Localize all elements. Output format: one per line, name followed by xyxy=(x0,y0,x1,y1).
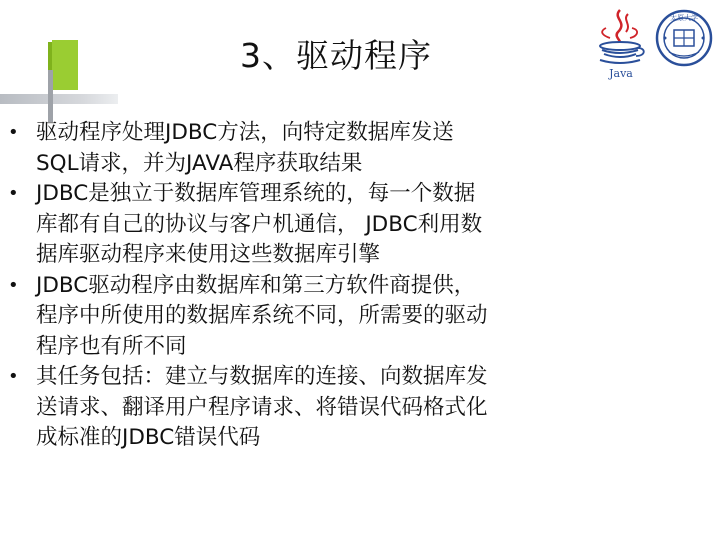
university-seal-icon xyxy=(655,8,713,68)
bullet-list xyxy=(8,118,648,454)
bullet-item xyxy=(8,118,648,179)
slide-title: 3、驱动程序 xyxy=(240,36,432,75)
bullet-text-line: SQL请求，并为JAVA程序获取结果 xyxy=(36,150,363,176)
bullet-text-line: 送请求、翻译用户程序请求、将错误代码格式化 xyxy=(36,394,488,420)
java-logo-text: Java xyxy=(609,67,633,80)
bullet-text-line: 其任务包括：建立与数据库的连接、向数据库发 xyxy=(36,364,488,389)
bullet-text-line: JDBC驱动程序由数据库和第三方软件商提供， xyxy=(36,272,476,298)
bullet-icon: • xyxy=(8,122,19,143)
java-logo-icon xyxy=(590,6,652,80)
bullet-text-line: 程序也有所不同 xyxy=(36,333,187,359)
bullet-icon: • xyxy=(8,183,19,204)
bullet-text-line: JDBC是独立于数据库管理系统的，每一个数据 xyxy=(36,181,476,206)
decorative-gray-line xyxy=(48,70,53,122)
bullet-text-line: 据库驱动程序来使用这些数据库引擎 xyxy=(36,242,381,267)
bullet-text-line: 驱动程序处理JDBC方法，向特定数据库发送 xyxy=(36,120,454,145)
bullet-item xyxy=(8,362,648,454)
bullet-text-line: 成标准的JDBC错误代码 xyxy=(36,425,261,450)
bullet-item xyxy=(8,179,648,271)
decorative-gray-bar xyxy=(0,94,118,104)
university-seal-text: 太原大学 xyxy=(670,14,698,22)
bullet-item xyxy=(8,271,648,363)
bullet-text-line: 程序中所使用的数据库系统不同，所需要的驱动 xyxy=(36,303,488,328)
bullet-icon: • xyxy=(8,274,19,296)
bullet-text-line: 库都有自己的协议与客户机通信， JDBC利用数 xyxy=(36,211,483,237)
decorative-green-square xyxy=(52,40,78,90)
bullet-icon: • xyxy=(8,366,19,387)
